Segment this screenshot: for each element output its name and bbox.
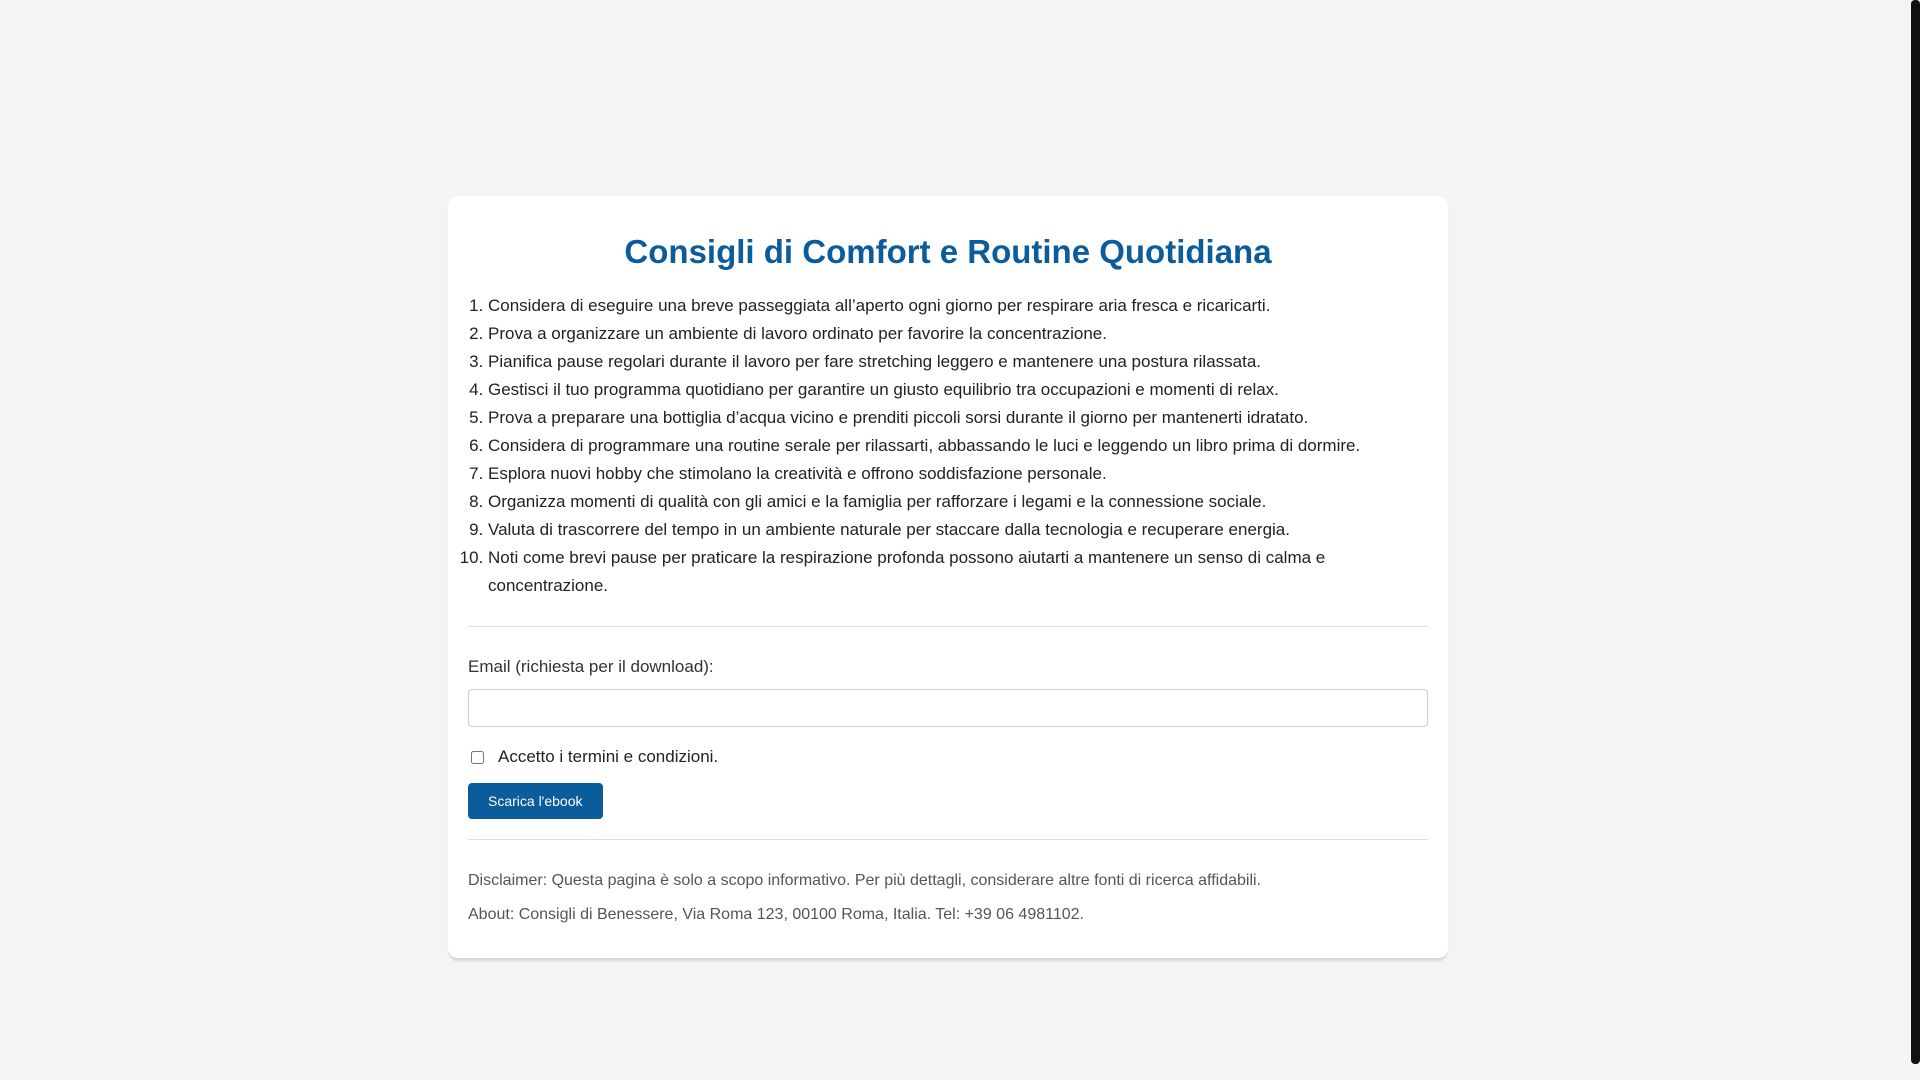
disclaimer-text: Disclaimer: Questa pagina è solo a scopo informativo. Per più dettagli, considerare altre fonti di ricerca affidabili. [468, 872, 1261, 889]
download-form [468, 657, 1428, 819]
footer-divider [468, 839, 1428, 840]
download-ebook-button[interactable]: Scarica l'ebook [468, 783, 603, 819]
terms-row [468, 745, 1428, 769]
tip-item: 3. Pianifica pause regolari durante il lavoro per fare stretching leggero e mantenere una postura rilassata. [488, 348, 1428, 376]
tip-item: 1. Considera di eseguire una breve passeggiata all’aperto ogni giorno per respirare aria fresca e ricaricarti. [488, 292, 1428, 320]
scrollbar[interactable] [1911, 0, 1920, 1080]
tips-list [468, 292, 1428, 600]
email-label: Email (richiesta per il download): [468, 657, 714, 676]
tip-item: 5. Prova a preparare una bottiglia d’acqua vicino e prenditi piccoli sorsi durante il giorno per mantenerti idratato. [488, 404, 1428, 432]
email-input[interactable] [468, 689, 1428, 727]
tip-item: 7. Esplora nuovi hobby che stimolano la creatività e offrono soddisfazione personale. [488, 460, 1428, 488]
tip-item: 9. Valuta di trascorrere del tempo in un ambiente naturale per staccare dalla tecnologia e recuperare energia. [488, 516, 1428, 544]
about-text: About: Consigli di Benessere, Via Roma 123, 00100 Roma, Italia. Tel: +39 06 4981102. [468, 906, 1084, 923]
tip-item: 10. Noti come brevi pause per praticare la respirazione profonda possono aiutarti a mantenere un senso di calma e concentrazione. [488, 544, 1428, 600]
section-divider [468, 626, 1428, 627]
tip-item: 6. Considera di programmare una routine serale per rilassarti, abbassando le luci e leggendo un libro prima di dormire. [488, 432, 1428, 460]
tip-item: 2. Prova a organizzare un ambiente di lavoro ordinato per favorire la concentrazione. [488, 320, 1428, 348]
footer [468, 870, 1428, 926]
content-card [448, 196, 1448, 958]
tip-item: 4. Gestisci il tuo programma quotidiano per garantire un giusto equilibrio tra occupazioni e momenti di relax. [488, 376, 1428, 404]
terms-label[interactable]: Accetto i termini e condizioni. [498, 747, 719, 766]
tip-item: 8. Organizza momenti di qualità con gli amici e la famiglia per rafforzare i legami e la connessione sociale. [488, 488, 1428, 516]
terms-checkbox[interactable] [471, 751, 484, 764]
page-title: Consigli di Comfort e Routine Quotidiana [624, 233, 1272, 270]
scrollbar-thumb[interactable] [1911, 0, 1920, 1064]
